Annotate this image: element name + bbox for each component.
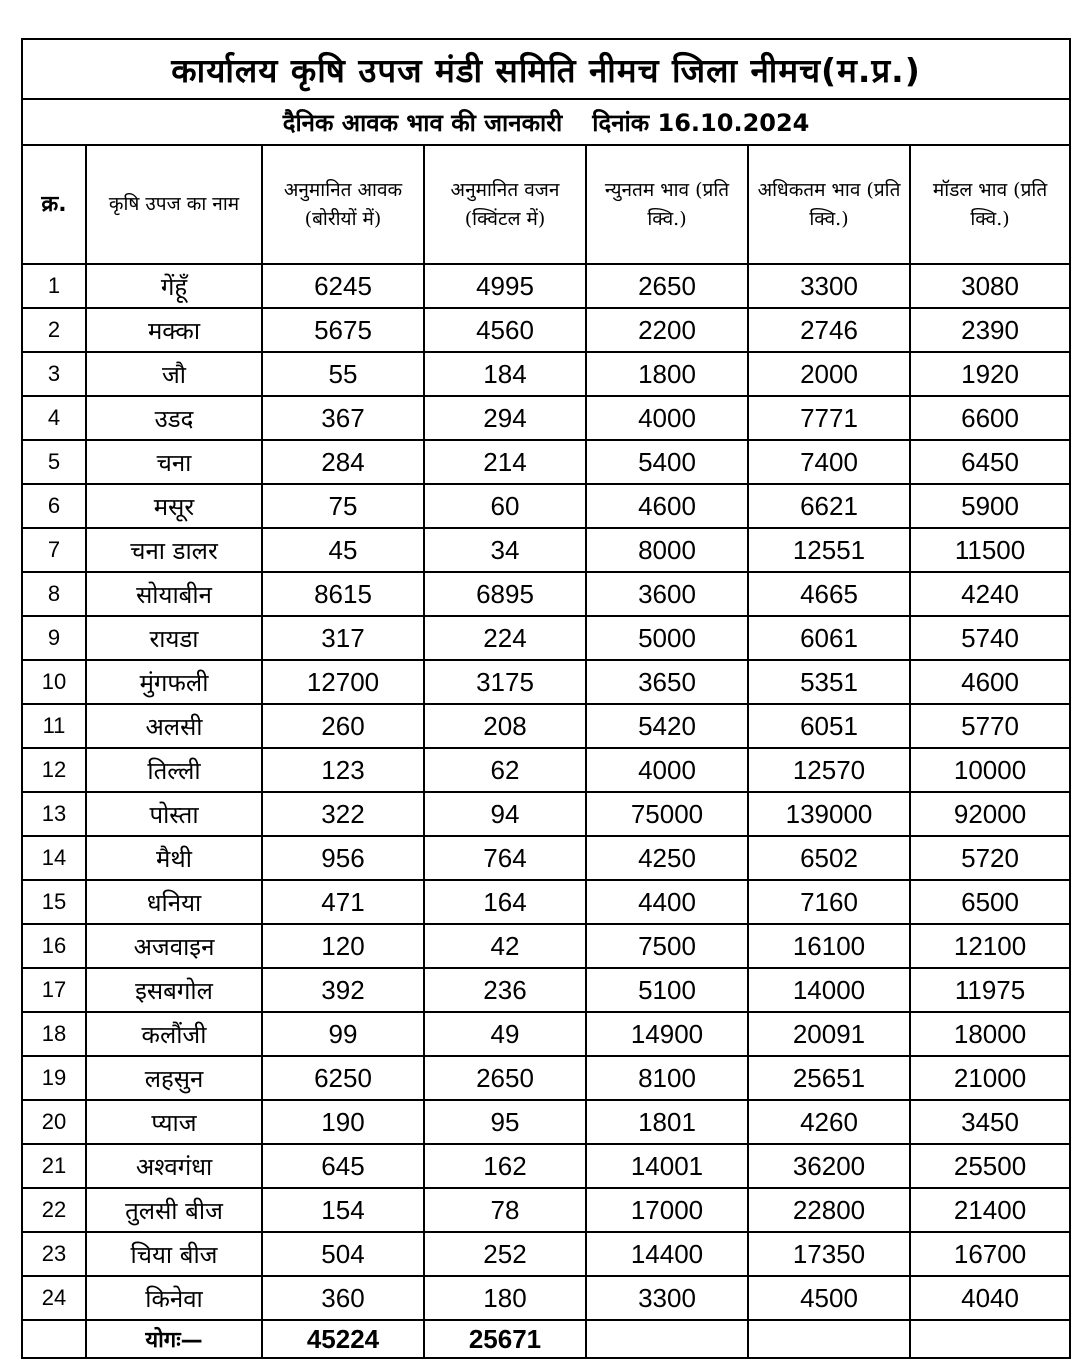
table-row (22, 1144, 1070, 1188)
min-price: 75000 (586, 792, 748, 836)
row-sno: 18 (22, 1012, 86, 1056)
crop-name: तुलसी बीज (86, 1188, 262, 1232)
row-sno: 13 (22, 792, 86, 836)
table-row (22, 1100, 1070, 1144)
modal-price: 21000 (910, 1056, 1070, 1100)
arrival-bags: 367 (262, 396, 424, 440)
header-sno: क्र. (22, 145, 86, 264)
min-price: 3650 (586, 660, 748, 704)
weight-quintal: 214 (424, 440, 586, 484)
arrival-bags: 55 (262, 352, 424, 396)
max-price: 12570 (748, 748, 910, 792)
table-row (22, 1056, 1070, 1100)
min-price: 4000 (586, 396, 748, 440)
weight-quintal: 294 (424, 396, 586, 440)
header-arrival: अनुमानित आवक (बोरीयों में) (262, 145, 424, 264)
header-min-price: न्युनतम भाव (प्रति क्वि.) (586, 145, 748, 264)
table-row (22, 748, 1070, 792)
weight-quintal: 236 (424, 968, 586, 1012)
total-weight: 25671 (424, 1320, 586, 1358)
max-price: 36200 (748, 1144, 910, 1188)
arrival-bags: 123 (262, 748, 424, 792)
weight-quintal: 6895 (424, 572, 586, 616)
max-price: 7771 (748, 396, 910, 440)
weight-quintal: 224 (424, 616, 586, 660)
max-price: 5351 (748, 660, 910, 704)
crop-name: मैथी (86, 836, 262, 880)
modal-price: 6500 (910, 880, 1070, 924)
row-sno: 4 (22, 396, 86, 440)
total-blank-cell (586, 1320, 748, 1358)
weight-quintal: 60 (424, 484, 586, 528)
crop-name: गेंहूँ (86, 264, 262, 308)
header-modal-price: मॉडल भाव (प्रति क्वि.) (910, 145, 1070, 264)
max-price: 4260 (748, 1100, 910, 1144)
arrival-bags: 8615 (262, 572, 424, 616)
crop-name: लहसुन (86, 1056, 262, 1100)
max-price: 7160 (748, 880, 910, 924)
arrival-bags: 154 (262, 1188, 424, 1232)
crop-name: मुंगफली (86, 660, 262, 704)
row-sno: 8 (22, 572, 86, 616)
crop-name: प्याज (86, 1100, 262, 1144)
arrival-bags: 6245 (262, 264, 424, 308)
weight-quintal: 94 (424, 792, 586, 836)
modal-price: 5740 (910, 616, 1070, 660)
crop-name: धनिया (86, 880, 262, 924)
crop-name: मक्का (86, 308, 262, 352)
min-price: 5420 (586, 704, 748, 748)
weight-quintal: 208 (424, 704, 586, 748)
arrival-bags: 120 (262, 924, 424, 968)
max-price: 22800 (748, 1188, 910, 1232)
arrival-bags: 504 (262, 1232, 424, 1276)
row-sno: 6 (22, 484, 86, 528)
table-row (22, 1276, 1070, 1320)
min-price: 5000 (586, 616, 748, 660)
arrival-bags: 392 (262, 968, 424, 1012)
table-row (22, 924, 1070, 968)
row-sno: 24 (22, 1276, 86, 1320)
crop-name: चना (86, 440, 262, 484)
crop-name: तिल्ली (86, 748, 262, 792)
modal-price: 4600 (910, 660, 1070, 704)
table-row (22, 440, 1070, 484)
max-price: 139000 (748, 792, 910, 836)
table-row (22, 836, 1070, 880)
weight-quintal: 78 (424, 1188, 586, 1232)
modal-price: 25500 (910, 1144, 1070, 1188)
header-crop-name: कृषि उपज का नाम (86, 145, 262, 264)
table-row (22, 1012, 1070, 1056)
header-weight: अनुमानित वजन (क्विंटल में) (424, 145, 586, 264)
min-price: 3300 (586, 1276, 748, 1320)
max-price: 7400 (748, 440, 910, 484)
max-price: 4500 (748, 1276, 910, 1320)
min-price: 1800 (586, 352, 748, 396)
min-price: 1801 (586, 1100, 748, 1144)
min-price: 4400 (586, 880, 748, 924)
max-price: 14000 (748, 968, 910, 1012)
min-price: 17000 (586, 1188, 748, 1232)
max-price: 16100 (748, 924, 910, 968)
row-sno: 2 (22, 308, 86, 352)
subtitle-text: दैनिक आवक भाव की जानकारी (282, 108, 563, 137)
total-blank-cell (748, 1320, 910, 1358)
weight-quintal: 34 (424, 528, 586, 572)
crop-name: उडद (86, 396, 262, 440)
min-price: 8000 (586, 528, 748, 572)
arrival-bags: 645 (262, 1144, 424, 1188)
min-price: 2200 (586, 308, 748, 352)
row-sno: 20 (22, 1100, 86, 1144)
modal-price: 5720 (910, 836, 1070, 880)
max-price: 12551 (748, 528, 910, 572)
crop-name: मसूर (86, 484, 262, 528)
weight-quintal: 3175 (424, 660, 586, 704)
table-row (22, 528, 1070, 572)
table-row (22, 660, 1070, 704)
row-sno: 23 (22, 1232, 86, 1276)
table-row (22, 880, 1070, 924)
total-arrival: 45224 (262, 1320, 424, 1358)
arrival-bags: 45 (262, 528, 424, 572)
modal-price: 3080 (910, 264, 1070, 308)
mandi-price-table (21, 38, 1071, 1359)
arrival-bags: 956 (262, 836, 424, 880)
weight-quintal: 42 (424, 924, 586, 968)
row-sno: 21 (22, 1144, 86, 1188)
table-row (22, 1232, 1070, 1276)
table-row (22, 968, 1070, 1012)
row-sno: 3 (22, 352, 86, 396)
modal-price: 11500 (910, 528, 1070, 572)
modal-price: 6450 (910, 440, 1070, 484)
row-sno: 5 (22, 440, 86, 484)
row-sno: 7 (22, 528, 86, 572)
modal-price: 16700 (910, 1232, 1070, 1276)
weight-quintal: 62 (424, 748, 586, 792)
modal-price: 1920 (910, 352, 1070, 396)
weight-quintal: 764 (424, 836, 586, 880)
weight-quintal: 184 (424, 352, 586, 396)
arrival-bags: 322 (262, 792, 424, 836)
crop-name: अजवाइन (86, 924, 262, 968)
max-price: 2000 (748, 352, 910, 396)
arrival-bags: 317 (262, 616, 424, 660)
total-blank-cell (22, 1320, 86, 1358)
row-sno: 12 (22, 748, 86, 792)
crop-name: अश्वगंधा (86, 1144, 262, 1188)
report-date: दिनांक 16.10.2024 (592, 108, 810, 137)
crop-name: कलौंजी (86, 1012, 262, 1056)
modal-price: 4240 (910, 572, 1070, 616)
min-price: 4600 (586, 484, 748, 528)
min-price: 5400 (586, 440, 748, 484)
weight-quintal: 252 (424, 1232, 586, 1276)
modal-price: 2390 (910, 308, 1070, 352)
table-row (22, 264, 1070, 308)
arrival-bags: 5675 (262, 308, 424, 352)
max-price: 6051 (748, 704, 910, 748)
crop-name: किनेवा (86, 1276, 262, 1320)
min-price: 8100 (586, 1056, 748, 1100)
max-price: 2746 (748, 308, 910, 352)
table-row (22, 396, 1070, 440)
arrival-bags: 284 (262, 440, 424, 484)
crop-name: चना डालर (86, 528, 262, 572)
report-subtitle (22, 99, 1070, 145)
row-sno: 17 (22, 968, 86, 1012)
min-price: 4000 (586, 748, 748, 792)
total-row (22, 1320, 1070, 1358)
crop-name: सोयाबीन (86, 572, 262, 616)
weight-quintal: 4995 (424, 264, 586, 308)
table-row (22, 352, 1070, 396)
total-label: योगः— (86, 1320, 262, 1358)
arrival-bags: 6250 (262, 1056, 424, 1100)
max-price: 6502 (748, 836, 910, 880)
min-price: 14001 (586, 1144, 748, 1188)
modal-price: 21400 (910, 1188, 1070, 1232)
crop-name: जौ (86, 352, 262, 396)
row-sno: 14 (22, 836, 86, 880)
max-price: 6621 (748, 484, 910, 528)
max-price: 6061 (748, 616, 910, 660)
table-row (22, 308, 1070, 352)
table-row (22, 1188, 1070, 1232)
modal-price: 5900 (910, 484, 1070, 528)
min-price: 7500 (586, 924, 748, 968)
max-price: 20091 (748, 1012, 910, 1056)
modal-price: 18000 (910, 1012, 1070, 1056)
min-price: 3600 (586, 572, 748, 616)
weight-quintal: 162 (424, 1144, 586, 1188)
header-max-price: अधिकतम भाव (प्रति क्वि.) (748, 145, 910, 264)
max-price: 25651 (748, 1056, 910, 1100)
arrival-bags: 190 (262, 1100, 424, 1144)
modal-price: 10000 (910, 748, 1070, 792)
row-sno: 9 (22, 616, 86, 660)
row-sno: 15 (22, 880, 86, 924)
weight-quintal: 164 (424, 880, 586, 924)
arrival-bags: 360 (262, 1276, 424, 1320)
arrival-bags: 12700 (262, 660, 424, 704)
weight-quintal: 49 (424, 1012, 586, 1056)
min-price: 5100 (586, 968, 748, 1012)
crop-name: चिया बीज (86, 1232, 262, 1276)
weight-quintal: 2650 (424, 1056, 586, 1100)
row-sno: 19 (22, 1056, 86, 1100)
row-sno: 10 (22, 660, 86, 704)
weight-quintal: 4560 (424, 308, 586, 352)
max-price: 17350 (748, 1232, 910, 1276)
weight-quintal: 95 (424, 1100, 586, 1144)
crop-name: पोस्ता (86, 792, 262, 836)
modal-price: 11975 (910, 968, 1070, 1012)
modal-price: 12100 (910, 924, 1070, 968)
crop-name: इसबगोल (86, 968, 262, 1012)
table-row (22, 792, 1070, 836)
crop-name: अलसी (86, 704, 262, 748)
arrival-bags: 75 (262, 484, 424, 528)
modal-price: 5770 (910, 704, 1070, 748)
table-body (22, 264, 1070, 1320)
modal-price: 3450 (910, 1100, 1070, 1144)
table-row (22, 616, 1070, 660)
modal-price: 4040 (910, 1276, 1070, 1320)
min-price: 4250 (586, 836, 748, 880)
arrival-bags: 471 (262, 880, 424, 924)
min-price: 2650 (586, 264, 748, 308)
total-blank-cell (910, 1320, 1070, 1358)
modal-price: 92000 (910, 792, 1070, 836)
row-sno: 16 (22, 924, 86, 968)
max-price: 3300 (748, 264, 910, 308)
table-row (22, 572, 1070, 616)
row-sno: 22 (22, 1188, 86, 1232)
modal-price: 6600 (910, 396, 1070, 440)
table-row (22, 484, 1070, 528)
office-title: कार्यालय कृषि उपज मंडी समिति नीमच जिला नीमच(म.प्र.) (22, 39, 1070, 99)
max-price: 4665 (748, 572, 910, 616)
crop-name: रायडा (86, 616, 262, 660)
arrival-bags: 99 (262, 1012, 424, 1056)
row-sno: 1 (22, 264, 86, 308)
row-sno: 11 (22, 704, 86, 748)
weight-quintal: 180 (424, 1276, 586, 1320)
table-row (22, 704, 1070, 748)
min-price: 14900 (586, 1012, 748, 1056)
arrival-bags: 260 (262, 704, 424, 748)
min-price: 14400 (586, 1232, 748, 1276)
